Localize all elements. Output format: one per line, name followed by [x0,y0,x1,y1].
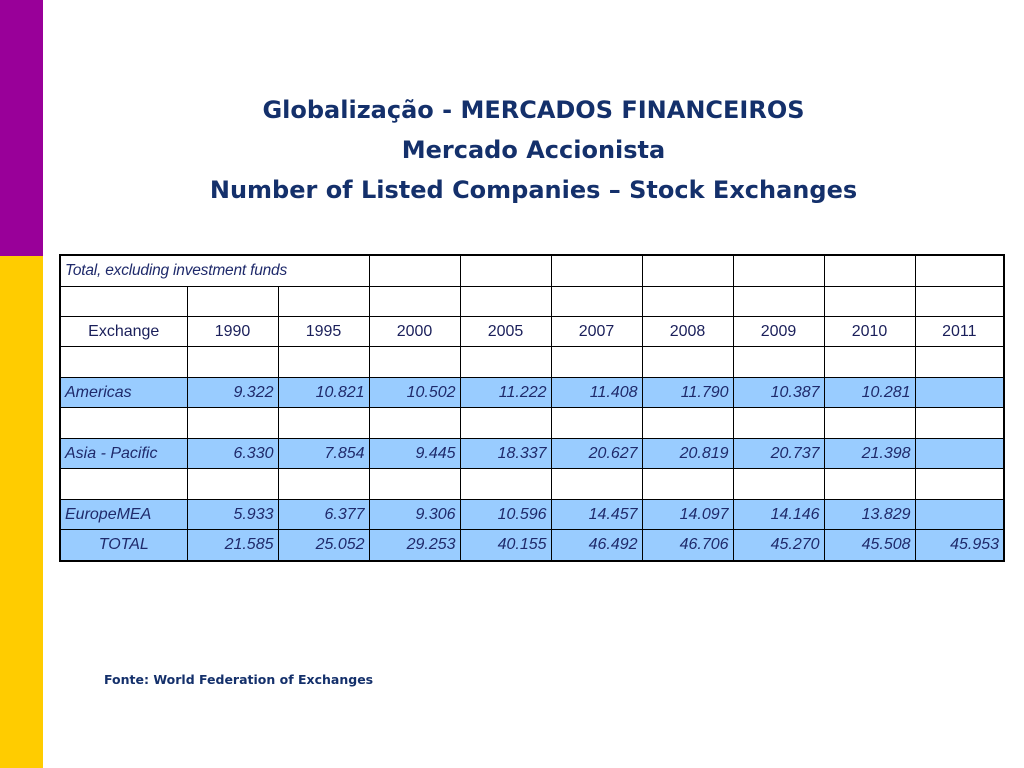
empty-cell [551,469,642,499]
value-cell [915,499,1004,529]
empty-cell [915,469,1004,499]
value-cell: 6.377 [278,499,369,529]
empty-cell [824,347,915,377]
empty-cell [369,408,460,438]
header-cell-year: 2008 [642,316,733,346]
empty-cell [369,347,460,377]
empty-cell [824,286,915,316]
empty-cell [733,347,824,377]
row-label: Asia - Pacific [60,438,187,468]
empty-cell [278,286,369,316]
value-cell: 45.508 [824,530,915,561]
header-row [60,316,1004,346]
empty-cell [915,408,1004,438]
header-cell-year: 2000 [369,316,460,346]
empty-cell [915,255,1004,286]
row-label: Americas [60,377,187,407]
header-cell-year: 2010 [824,316,915,346]
title-line-2: Mercado Accionista [401,136,666,164]
title-line-1: Globalização - MERCADOS FINANCEIROS [262,96,805,124]
side-bar-yellow [0,256,43,768]
value-cell: 6.330 [187,438,278,468]
empty-cell [60,286,187,316]
table-row-americas [60,377,1004,407]
empty-cell [60,347,187,377]
value-cell: 10.502 [369,377,460,407]
value-cell: 46.706 [642,530,733,561]
source-note: Fonte: World Federation of Exchanges [104,672,374,687]
empty-cell [642,469,733,499]
row-label: TOTAL [60,530,187,561]
empty-cell [187,469,278,499]
empty-cell [60,469,187,499]
value-cell: 10.387 [733,377,824,407]
empty-cell [460,347,551,377]
side-bar-purple [0,0,43,256]
value-cell: 9.445 [369,438,460,468]
empty-cell [278,408,369,438]
empty-cell [824,408,915,438]
value-cell: 21.585 [187,530,278,561]
empty-cell [369,286,460,316]
empty-cell [733,286,824,316]
empty-cell [642,255,733,286]
value-cell [915,377,1004,407]
value-cell: 20.737 [733,438,824,468]
empty-cell [460,255,551,286]
value-cell: 14.097 [642,499,733,529]
header-cell-year: 1990 [187,316,278,346]
value-cell: 45.953 [915,530,1004,561]
empty-cell [642,286,733,316]
value-cell: 13.829 [824,499,915,529]
value-cell: 10.821 [278,377,369,407]
empty-cell [278,347,369,377]
empty-cell [278,469,369,499]
value-cell: 9.322 [187,377,278,407]
empty-cell [915,347,1004,377]
table-caption: Total, excluding investment funds [60,255,369,286]
table-row-europemea [60,499,1004,529]
value-cell [915,438,1004,468]
value-cell: 7.854 [278,438,369,468]
header-cell-year: 2007 [551,316,642,346]
empty-cell [187,408,278,438]
empty-cell [551,286,642,316]
empty-cell [460,286,551,316]
empty-cell [733,408,824,438]
empty-cell [460,408,551,438]
empty-cell [369,255,460,286]
empty-cell [187,286,278,316]
empty-cell [824,469,915,499]
empty-cell [733,255,824,286]
empty-cell [551,255,642,286]
spacer-row [60,347,1004,377]
value-cell: 20.819 [642,438,733,468]
value-cell: 14.457 [551,499,642,529]
header-cell-year: 2011 [915,316,1004,346]
empty-cell [369,469,460,499]
caption-row [60,255,1004,286]
value-cell: 40.155 [460,530,551,561]
value-cell: 21.398 [824,438,915,468]
value-cell: 45.270 [733,530,824,561]
value-cell: 25.052 [278,530,369,561]
empty-cell [733,469,824,499]
slide-title [43,90,1024,210]
value-cell: 10.281 [824,377,915,407]
spacer-row [60,469,1004,499]
value-cell: 11.408 [551,377,642,407]
value-cell: 9.306 [369,499,460,529]
value-cell: 10.596 [460,499,551,529]
listed-companies-table [59,254,1005,562]
empty-cell [642,347,733,377]
value-cell: 5.933 [187,499,278,529]
value-cell: 11.790 [642,377,733,407]
empty-cell [60,408,187,438]
header-cell-exchange: Exchange [60,316,187,346]
empty-cell [915,286,1004,316]
spacer-row [60,286,1004,316]
header-cell-year: 1995 [278,316,369,346]
empty-cell [551,408,642,438]
empty-cell [460,469,551,499]
value-cell: 18.337 [460,438,551,468]
empty-cell [187,347,278,377]
empty-cell [642,408,733,438]
title-line-3: Number of Listed Companies – Stock Exchanges [209,176,858,204]
header-cell-year: 2005 [460,316,551,346]
empty-cell [551,347,642,377]
value-cell: 46.492 [551,530,642,561]
header-cell-year: 2009 [733,316,824,346]
table-row-asia-pacific [60,438,1004,468]
row-label: EuropeMEA [60,499,187,529]
spacer-row [60,408,1004,438]
value-cell: 14.146 [733,499,824,529]
value-cell: 11.222 [460,377,551,407]
value-cell: 20.627 [551,438,642,468]
table-row-total [60,530,1004,561]
value-cell: 29.253 [369,530,460,561]
empty-cell [824,255,915,286]
